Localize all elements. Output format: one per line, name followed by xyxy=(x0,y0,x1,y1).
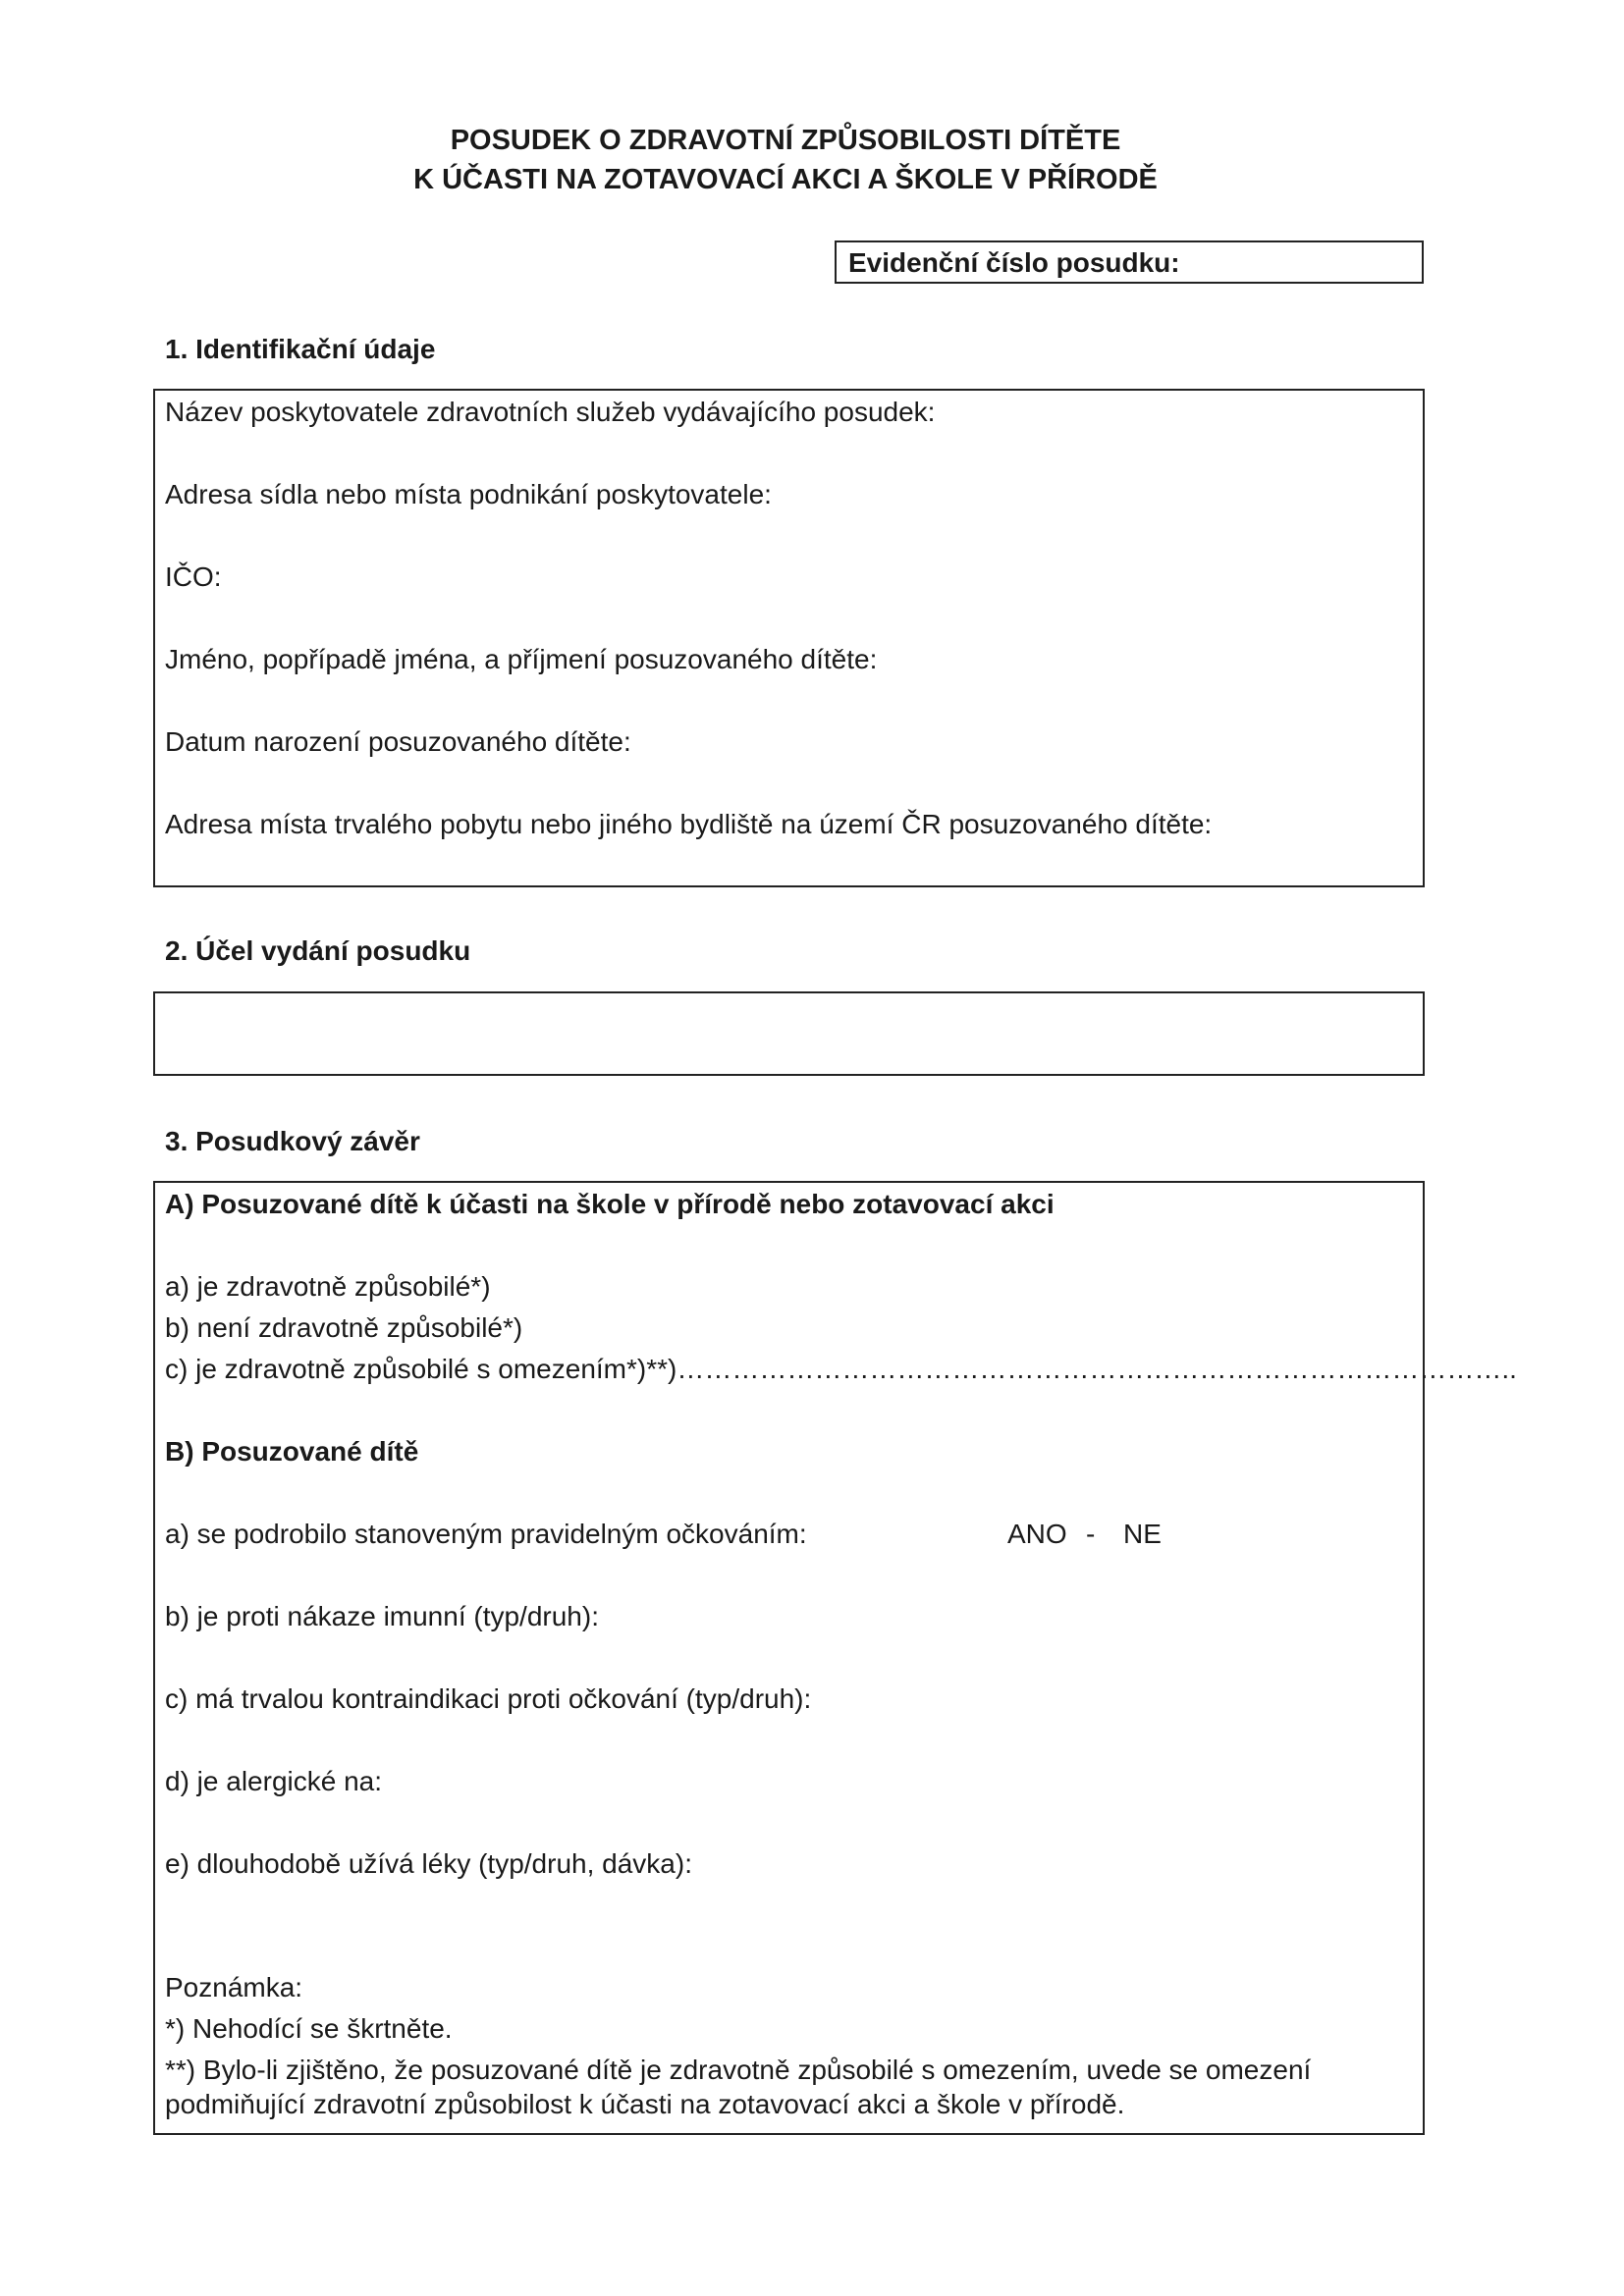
provider-address-field[interactable]: Adresa sídla nebo místa podnikání poskytovatele: xyxy=(165,479,772,509)
note-label: Poznámka: xyxy=(165,1972,303,2002)
ano-option[interactable]: ANO xyxy=(1007,1519,1067,1549)
option-unfit[interactable]: b) není zdravotně způsobilé*) xyxy=(165,1312,523,1343)
child-name-field[interactable]: Jméno, popřípadě jména, a příjmení posuzovaného dítěte: xyxy=(165,644,878,674)
document-title-line2: K ÚČASTI NA ZOTAVOVACÍ AKCI A ŠKOLE V PŘÍRODĚ xyxy=(413,164,1158,195)
child-address-field[interactable]: Adresa místa trvalého pobytu nebo jiného bydliště na území ČR posuzovaného dítěte: xyxy=(165,809,1213,839)
note-line1: *) Nehodící se škrtněte. xyxy=(165,2013,453,2044)
vaccination-row xyxy=(165,1519,1245,1550)
option-fit-with-restriction[interactable]: c) je zdravotně způsobilé s omezením*)**)……………………………………………………………………………….. xyxy=(165,1354,1517,1384)
purpose-field[interactable] xyxy=(153,991,1425,1076)
part-a-heading: A) Posuzované dítě k účasti na škole v přírodě nebo zotavovací akci xyxy=(165,1189,1055,1219)
immunity-field[interactable]: b) je proti nákaze imunní (typ/druh): xyxy=(165,1601,599,1631)
evidence-number-field[interactable] xyxy=(835,240,1424,284)
option-fit[interactable]: a) je zdravotně způsobilé*) xyxy=(165,1271,491,1302)
part-b-heading: B) Posuzované dítě xyxy=(165,1436,419,1467)
section3-heading: 3. Posudkový závěr xyxy=(165,1126,420,1156)
ne-option[interactable]: NE xyxy=(1123,1519,1162,1549)
allergy-field[interactable]: d) je alergické na: xyxy=(165,1766,383,1796)
note-line3: podmiňující zdravotní způsobilost k účasti na zotavovací akci a škole v přírodě. xyxy=(165,2089,1125,2119)
ico-field[interactable]: IČO: xyxy=(165,561,222,592)
provider-name-field[interactable]: Název poskytovatele zdravotních služeb vydávajícího posudek: xyxy=(165,397,936,427)
medication-field[interactable]: e) dlouhodobě užívá léky (typ/druh, dávka): xyxy=(165,1848,692,1879)
vaccination-label: a) se podrobilo stanoveným pravidelným očkováním: xyxy=(165,1519,807,1549)
section1-heading: 1. Identifikační údaje xyxy=(165,334,436,364)
document-title-line1: POSUDEK O ZDRAVOTNÍ ZPŮSOBILOSTI DÍTĚTE xyxy=(450,125,1121,156)
child-birthdate-field[interactable]: Datum narození posuzovaného dítěte: xyxy=(165,726,631,757)
contraindication-field[interactable]: c) má trvalou kontraindikaci proti očkování (typ/druh): xyxy=(165,1683,812,1714)
section2-heading: 2. Účel vydání posudku xyxy=(165,935,471,966)
evidence-number-label: Evidenční číslo posudku: xyxy=(848,247,1180,278)
note-line2: **) Bylo-li zjištěno, že posuzované dítě je zdravotně způsobilé s omezením, uvede se omezení xyxy=(165,2055,1312,2085)
option-separator: - xyxy=(1086,1519,1096,1549)
